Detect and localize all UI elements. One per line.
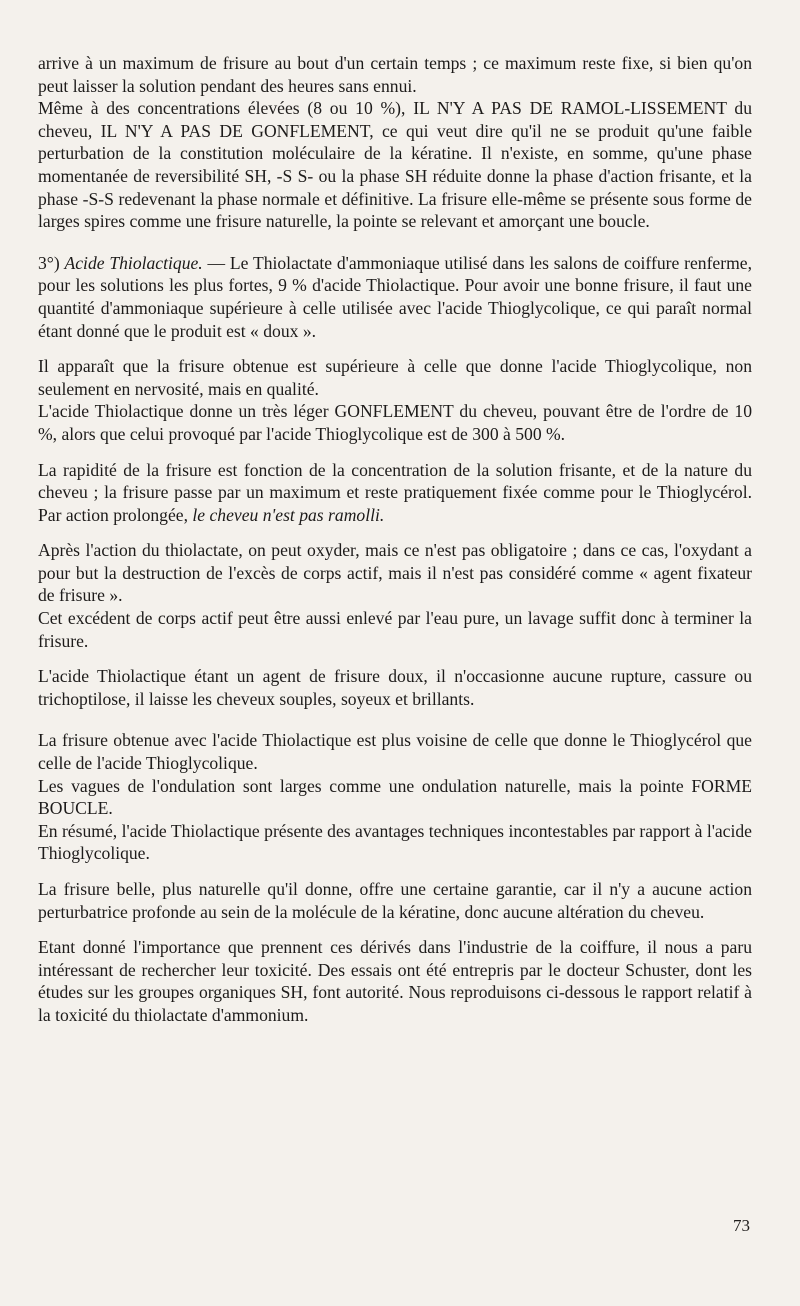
paragraph-2: Même à des concentrations élevées (8 ou 10 %), IL N'Y A PAS DE RAMOL-LISSEMENT du cheveu, IL N'Y A PAS DE GONFLEMENT, ce qui veut dire qu'il ne se produit qu'une faible perturbation de la constitution moléculaire de la kératine. Il n'existe, en somme, qu'une phase momentanée de reversibilité SH, -S S- ou la phase SH réduite donne la phase d'action frisante, et la phase -S-S redevenant la phase normale et définitive. La frisure elle-même se présente sous forme de larges spires comme une frisure naturelle, la pointe se relevant et amorçant une boucle. [38, 98, 752, 232]
paragraph-6 [38, 459, 752, 527]
paragraph-3-acide-thiolactique [38, 252, 752, 342]
paragraph-12: En résumé, l'acide Thiolactique présente des avantages techniques incontestables par rapport à l'acide Thioglycolique. [38, 820, 752, 864]
paragraph-13: La frisure belle, plus naturelle qu'il donne, offre une certaine garantie, car il n'y a aucune action perturbatrice profonde au sein de la molécule de la kératine, donc aucune altération du cheveu. [38, 879, 752, 922]
paragraph-5: L'acide Thiolactique donne un très léger GONFLEMENT du cheveu, pouvant être de l'ordre de 10 %, alors que celui provoqué par l'acide Thioglycolique est de 300 à 500 %. [38, 401, 752, 444]
paragraph-3-text: — Le Thiolactate d'ammoniaque utilisé dans les salons de coiffure renferme, pour les solutions les plus fortes, 9 % d'acide Thiolactique. Pour avoir une bonne frisure, il faut une quantité d'ammoniaque supérieure à celle utilisée avec l'acide Thioglycolique, ce qui paraît normal étant donné que le produit est « doux ». [38, 252, 752, 341]
paragraph-11: Les vagues de l'ondulation sont larges comme une ondulation naturelle, mais la pointe FORME BOUCLE. [38, 775, 752, 819]
paragraph-7: Après l'action du thiolactate, on peut oxyder, mais ce n'est pas obligatoire ; dans ce cas, l'oxydant a pour but la destruction de l'excès de corps actif, mais il n'est pas considéré comme « agent fixateur de frisure ». [38, 540, 752, 606]
paragraph-10: La frisure obtenue avec l'acide Thiolactique est plus voisine de celle que donne le Thioglycérol que celle de l'acide Thioglycolique. [38, 730, 752, 774]
paragraph-4: Il apparaît que la frisure obtenue est supérieure à celle que donne l'acide Thioglycolique, non seulement en nervosité, mais en qualité. [38, 356, 752, 399]
paragraph-8: Cet excédent de corps actif peut être aussi enlevé par l'eau pure, un lavage suffit donc à terminer la frisure. [38, 608, 752, 651]
paragraph-14: Etant donné l'importance que prennent ces dérivés dans l'industrie de la coiffure, il nous a paru intéressant de rechercher leur toxicité. Des essais ont été entrepris par le docteur Schuster, dont les études sur les groupes organiques SH, font autorité. Nous reproduisons ci-dessous le rapport relatif à la toxicité du thiolactate d'ammonium. [38, 937, 752, 1025]
section-number: 3°) [38, 252, 65, 273]
document-body [38, 52, 752, 1027]
section-heading: Acide Thiolactique. [64, 252, 203, 273]
paragraph-9: L'acide Thiolactique étant un agent de frisure doux, il n'occasionne aucune rupture, cassure ou trichoptilose, il laisse les cheveux souples, soyeux et brillants. [38, 666, 752, 709]
paragraph-1: arrive à un maximum de frisure au bout d'un certain temps ; ce maximum reste fixe, si bien qu'on peut laisser la solution pendant des heures sans ennui. [38, 53, 752, 96]
paragraph-6-text: La rapidité de la frisure est fonction de la concentration de la solution frisante, et de la nature du cheveu ; la frisure passe par un maximum et reste pratiquement fixée comme pour le Thioglycérol. Par action prolongée, [38, 459, 752, 525]
paragraph-6-italic: le cheveu n'est pas ramolli. [192, 504, 385, 525]
page-number: 73 [733, 1216, 750, 1235]
